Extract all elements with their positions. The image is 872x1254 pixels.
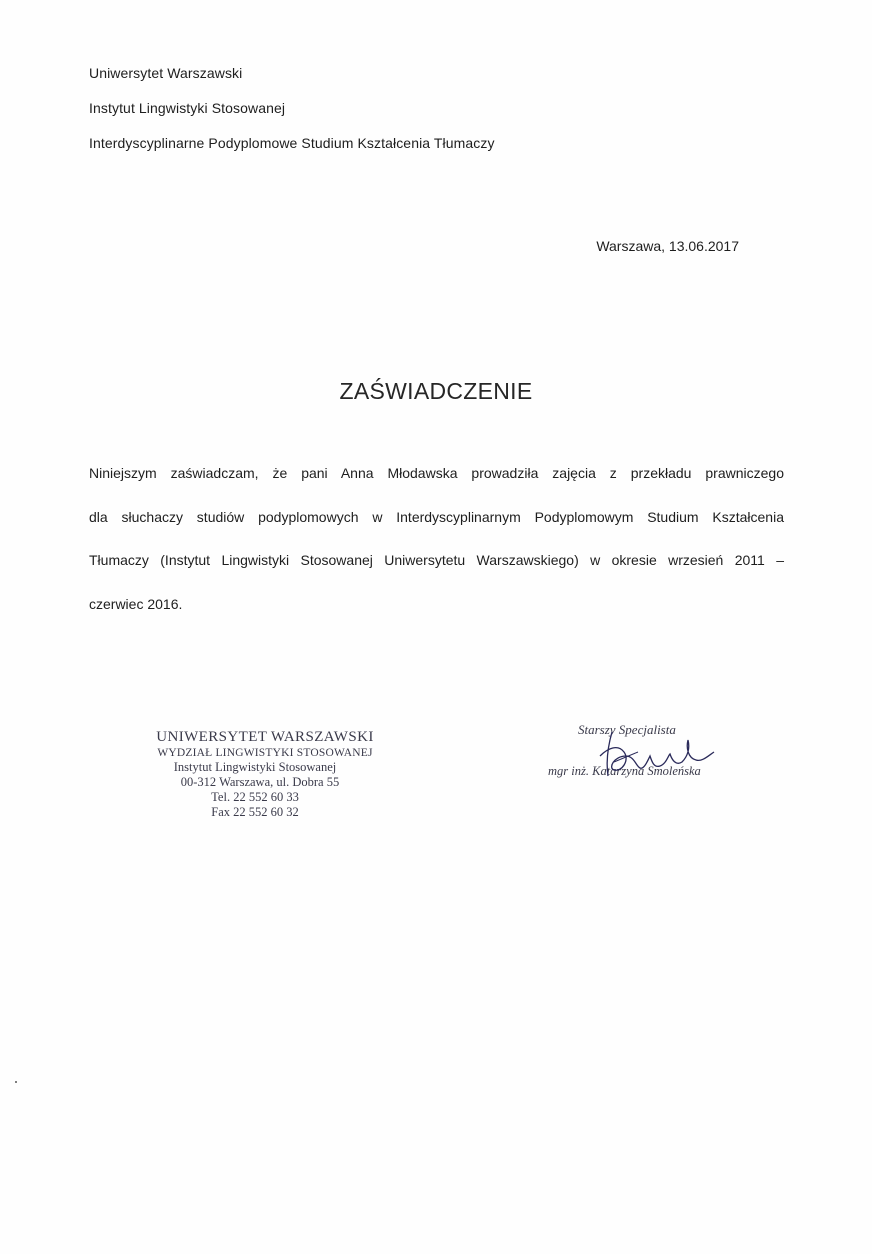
stamp-fax: Fax 22 552 60 32 [211,805,299,819]
document-date: Warszawa, 13.06.2017 [596,238,739,254]
signature-block [548,722,748,792]
signatory-name: mgr inż. Katarzyna Smoleńska [548,764,701,778]
header-studium: Interdyscyplinarne Podyplomowe Studium Kształcenia Tłumaczy [89,135,495,151]
body-line: czerwiec 2016. [89,595,183,612]
handwritten-signature-icon [578,726,718,786]
stamp-university: UNIWERSYTET WARSZAWSKI [156,729,374,745]
header-institute: Instytut Lingwistyki Stosowanej [89,100,286,116]
document-body [89,452,784,626]
document-title: ZAŚWIADCZENIE [339,378,533,404]
body-line: Niniejszym zaświadczam, że pani Anna Młodawska prowadziła zajęcia z przekładu prawniczego [89,465,784,481]
body-line: dla słuchaczy studiów podyplomowych w Interdyscyplinarnym Podyplomowym Studium Kształcenia [89,508,784,525]
institution-stamp [140,728,390,820]
stamp-phone: Tel. 22 552 60 33 [211,790,299,804]
stamp-address: 00-312 Warszawa, ul. Dobra 55 [180,775,340,789]
header-university: Uniwersytet Warszawski [89,65,243,81]
signatory-position: Starszy Specjalista [578,722,676,737]
stamp-faculty: WYDZIAŁ LINGWISTYKI STOSOWANEJ [157,747,373,759]
scan-speck [15,1081,17,1083]
stamp-institute: Instytut Lingwistyki Stosowanej [173,760,337,774]
body-line: Tłumaczy (Instytut Lingwistyki Stosowanej Uniwersytetu Warszawskiego) w okresie wrzesień 2011 – [89,552,784,568]
